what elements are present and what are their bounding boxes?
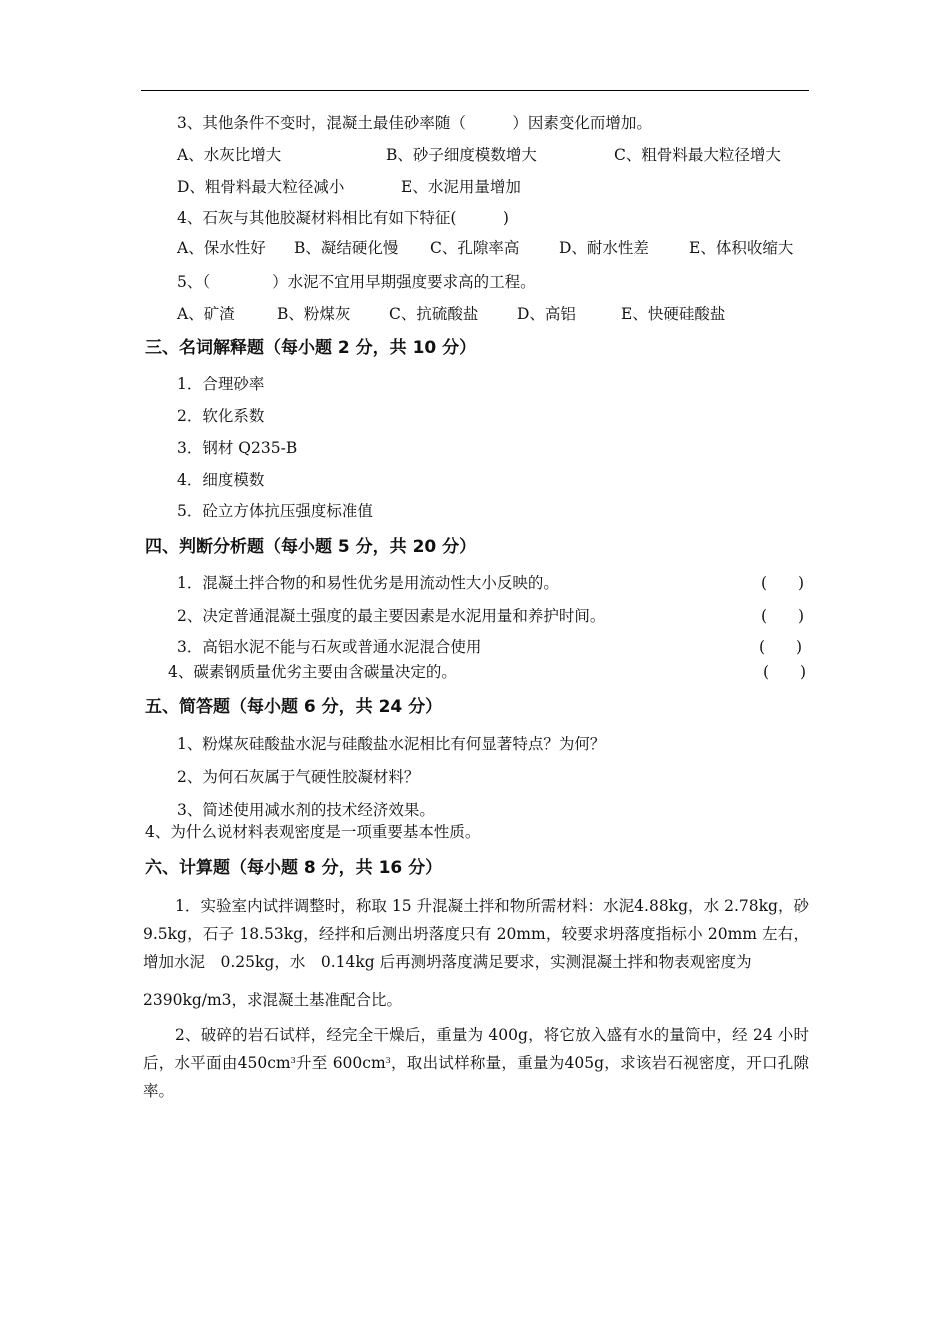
- calc-problem-1: 1．实验室内试拌调整时，称取 15 升混凝土拌和物所需材料：水泥4.88kg，水 2.78kg，砂 9.5kg，石子 18.53kg，经拌和后测出坍落度只有 20mm，较要求坍落度指标小 20mm 左右，增加水泥 0.25kg，水 0.14kg 后再测坍落度满足要求，实测混凝土拌和物表观密度为: [143, 897, 809, 971]
- calc-problem-2-part-b: 升至 600cm: [295, 1054, 386, 1072]
- section5-item-4: 4、为什么说材料表观密度是一项重要基本性质。: [145, 823, 481, 841]
- q3-option-b: B、砂子细度模数增大: [386, 146, 537, 164]
- section4-item-4: 4、碳素钢质量优劣主要由含碳量决定的。: [168, 663, 457, 681]
- q5-option-a: A、矿渣: [177, 305, 235, 323]
- section4-item-2: 2、决定普通混凝土强度的最主要因素是水泥用量和养护时间。: [177, 607, 606, 625]
- section4-answer-mark-2: ( ): [761, 607, 805, 625]
- section5-heading: 五、简答题（每小题 6 分，共 24 分）: [145, 697, 443, 717]
- section3-heading: 三、名词解释题（每小题 2 分，共 10 分）: [145, 338, 477, 358]
- q5-stem: 5、（ ）水泥不宜用早期强度要求高的工程。: [177, 273, 536, 291]
- q4-option-a: A、保水性好: [177, 239, 266, 257]
- section4-item-3: 3．高铝水泥不能与石灰或普通水泥混合使用: [177, 638, 482, 656]
- q4-option-e: E、体积收缩大: [689, 239, 794, 257]
- section5-item-3: 3、简述使用减水剂的技术经济效果。: [177, 801, 435, 819]
- cm3-superscript: 3: [385, 1056, 391, 1065]
- calc-problem-2-part-c: ，取出试样称量，重量为405g，求该岩石视密度，开口孔隙率。: [143, 1054, 810, 1100]
- section5-item-2: 2、为何石灰属于气硬性胶凝材料？: [177, 768, 420, 786]
- section3-item-5: 5．砼立方体抗压强度标准值: [177, 502, 373, 520]
- q5-option-e: E、快硬硅酸盐: [621, 305, 726, 323]
- q4-option-c: C、孔隙率高: [430, 239, 520, 257]
- calc-problem-1-end: 2390kg/m3，求混凝土基准配合比。: [143, 991, 403, 1009]
- q5-option-d: D、高铝: [517, 305, 576, 323]
- section4-answer-mark-1: ( ): [761, 574, 805, 592]
- section4-answer-mark-3: ( ): [759, 638, 803, 656]
- header-rule: [141, 90, 809, 91]
- section5-item-1: 1、粉煤灰硅酸盐水泥与硅酸盐水泥相比有何显著特点？为何？: [177, 735, 606, 753]
- section4-answer-mark-4: ( ): [763, 663, 807, 681]
- calc-problem-2: [143, 1021, 809, 1105]
- q3-option-e: E、水泥用量增加: [401, 178, 521, 196]
- q5-option-c: C、抗硫酸盐: [389, 305, 479, 323]
- q4-option-b: B、凝结硬化慢: [294, 239, 399, 257]
- q5-option-b: B、粉煤灰: [277, 305, 351, 323]
- q3-stem: 3、其他条件不变时，混凝土最佳砂率随（ ）因素变化而增加。: [177, 114, 652, 132]
- section3-item-2: 2．软化系数: [177, 407, 265, 425]
- section3-item-4: 4．细度模数: [177, 471, 265, 489]
- cm3-superscript: 3: [290, 1056, 296, 1065]
- q3-option-c: C、粗骨料最大粒径增大: [614, 146, 781, 164]
- section3-item-3: 3．钢材 Q235-B: [177, 439, 298, 457]
- calc-problem-2-part-a: 2、破碎的岩石试样，经完全干燥后，重量为 400g，将它放入盛有水的量筒中，经 24 小时后，水平面由450cm: [143, 1026, 809, 1072]
- section4-item-1: 1．混凝土拌合物的和易性优劣是用流动性大小反映的。: [177, 574, 559, 592]
- section4-heading: 四、判断分析题（每小题 5 分，共 20 分）: [145, 537, 477, 557]
- section3-item-1: 1．合理砂率: [177, 375, 265, 393]
- q4-stem: 4、石灰与其他胶凝材料相比有如下特征( ): [177, 209, 509, 227]
- q3-option-d: D、粗骨料最大粒径减小: [177, 178, 345, 196]
- q3-option-a: A、水灰比增大: [177, 146, 282, 164]
- section6-heading: 六、计算题（每小题 8 分，共 16 分）: [145, 858, 443, 878]
- q4-option-d: D、耐水性差: [559, 239, 649, 257]
